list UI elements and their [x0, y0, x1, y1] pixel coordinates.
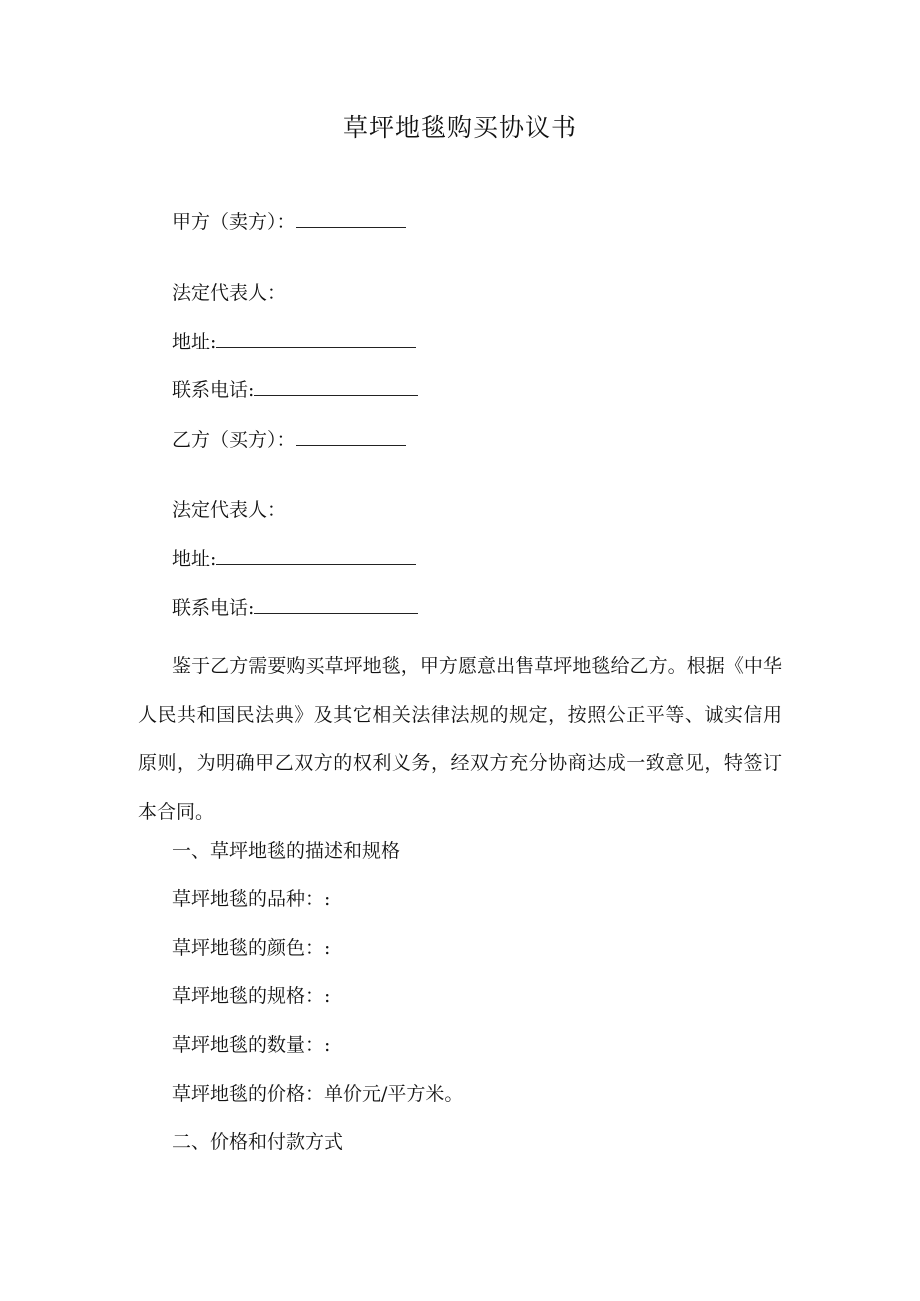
section1-color: 草坪地毯的颜色：:: [172, 937, 331, 959]
party-a-address-line: [172, 328, 416, 355]
party-b-address-label: 地址:: [172, 548, 217, 570]
section1-quantity: 草坪地毯的数量：:: [172, 1034, 331, 1056]
section1-heading: 一、草坪地毯的描述和规格: [172, 840, 401, 862]
party-a-address-blank: [216, 328, 416, 348]
party-b-address-line: [172, 545, 416, 572]
party-b-phone-label: 联系电话:: [172, 597, 255, 619]
party-b-blank: [296, 426, 406, 446]
section1-spec: 草坪地毯的规格：:: [172, 985, 331, 1007]
party-b-line: [172, 426, 406, 453]
section1-variety: 草坪地毯的品种：:: [172, 888, 331, 910]
party-a-phone-blank: [254, 376, 418, 396]
section1-price: 草坪地毯的价格：单价元/平方米。: [172, 1083, 464, 1105]
party-a-phone-label: 联系电话:: [172, 379, 255, 401]
document-title: 草坪地毯购买协议书: [342, 113, 577, 142]
party-a-address-label: 地址:: [172, 331, 217, 353]
party-a-representative: 法定代表人：: [172, 282, 287, 304]
party-b-representative: 法定代表人：: [172, 499, 287, 521]
section2-heading: 二、价格和付款方式: [172, 1131, 344, 1153]
party-b-label: 乙方（买方）：: [172, 429, 296, 451]
party-a-label: 甲方（卖方）：: [172, 211, 296, 233]
party-a-phone-line: [172, 376, 418, 403]
party-b-phone-blank: [254, 594, 418, 614]
party-a-blank: [296, 208, 406, 228]
party-a-line: [172, 208, 406, 235]
party-b-address-blank: [216, 545, 416, 565]
preamble-paragraph: 鉴于乙方需要购买草坪地毯，甲方愿意出售草坪地毯给乙方。根据《中华人民共和国民法典》及其它相关法律法规的规定，按照公正平等、诚实信用原则，为明确甲乙双方的权利义务，经双方充分协商达成一致意见，特签订本合同。: [138, 655, 782, 823]
party-b-phone-line: [172, 594, 418, 621]
